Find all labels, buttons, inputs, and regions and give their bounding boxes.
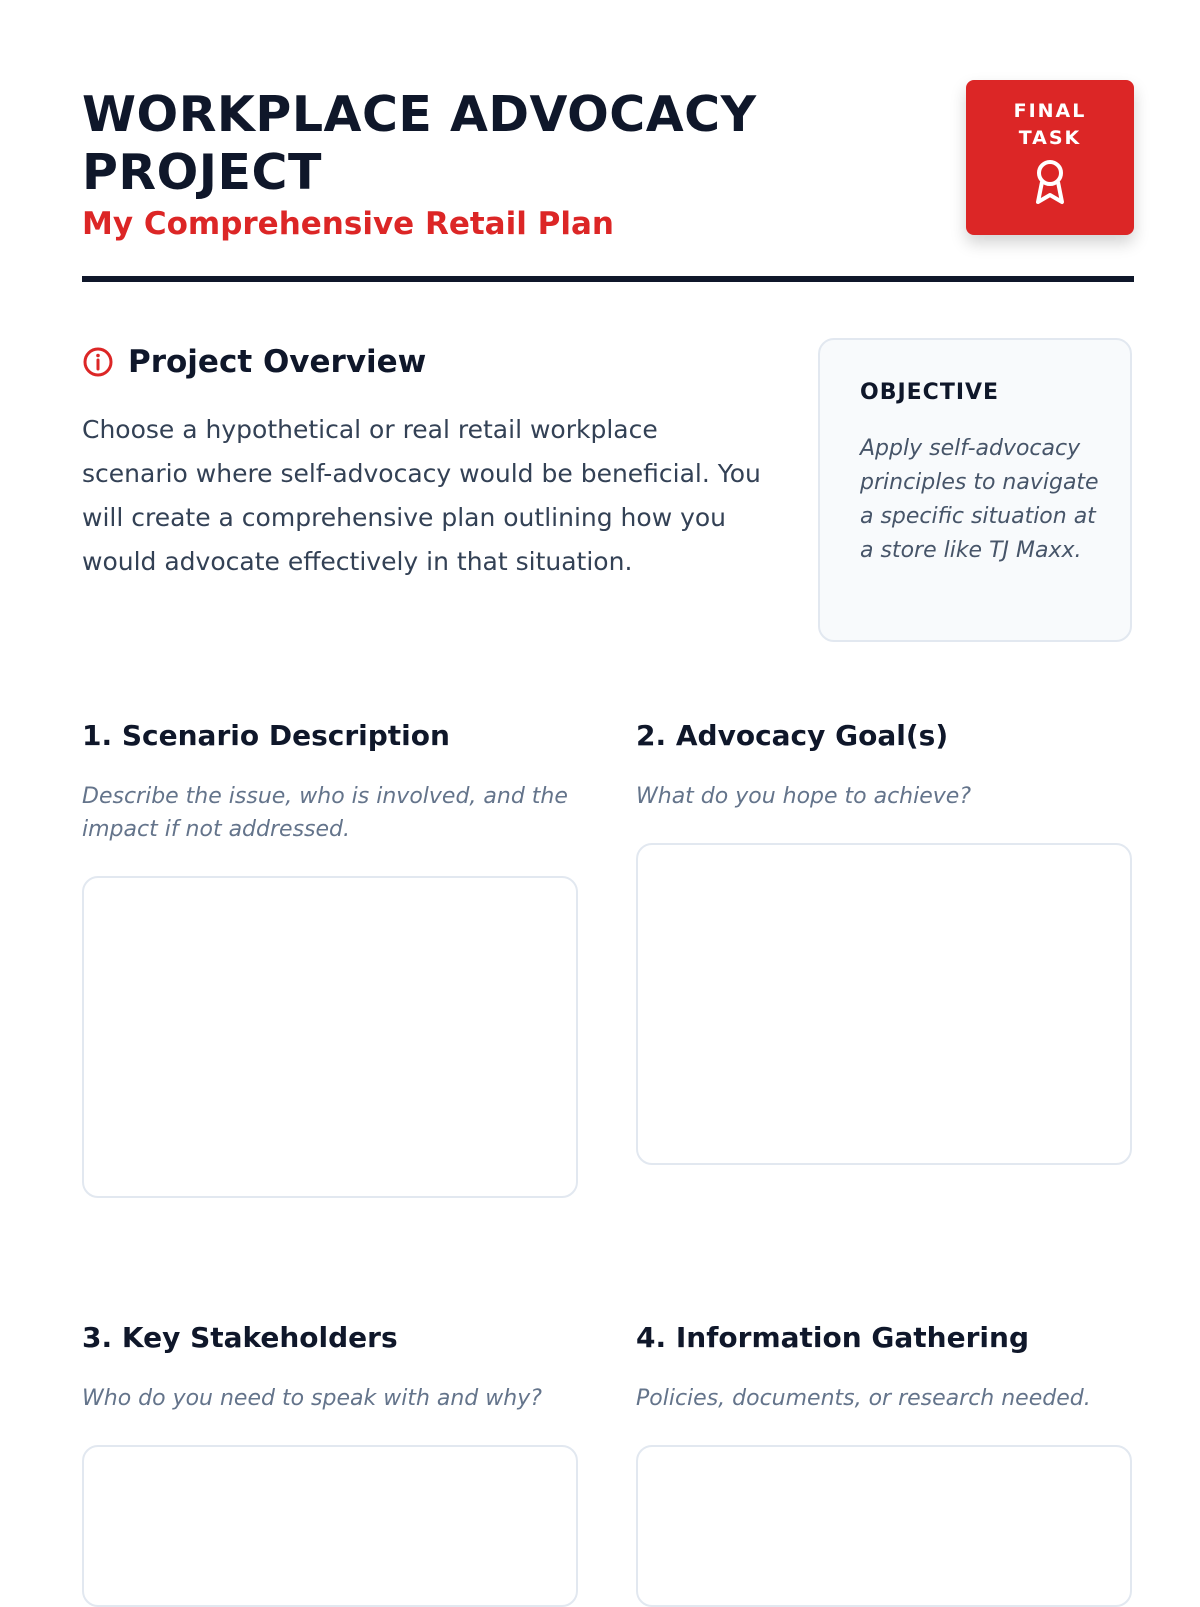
key-stakeholders-input[interactable]	[82, 1445, 578, 1607]
final-task-badge	[966, 80, 1134, 235]
section-title: 2. Advocacy Goal(s)	[636, 719, 949, 752]
overview-heading	[82, 338, 762, 386]
overview-title: Project Overview	[128, 344, 427, 380]
award-ribbon-icon	[1032, 158, 1068, 206]
worksheet-page	[82, 0, 1134, 1600]
section-hint: Describe the issue, who is involved, and the impact if not addressed.	[82, 784, 568, 842]
section-information-gathering	[636, 1318, 1132, 1607]
page-title: WORKPLACE ADVOCACY PROJECT	[82, 86, 757, 201]
info-circle-icon	[82, 346, 114, 378]
section-title: 3. Key Stakeholders	[82, 1321, 398, 1354]
section-title: 4. Information Gathering	[636, 1321, 1029, 1354]
objective-card	[818, 338, 1132, 642]
section-hint: Who do you need to speak with and why?	[82, 1386, 542, 1411]
scenario-description-input[interactable]	[82, 876, 578, 1198]
section-hint: Policies, documents, or research needed.	[636, 1386, 1091, 1411]
header	[82, 80, 1134, 280]
section-hint: What do you hope to achieve?	[636, 784, 972, 809]
section-key-stakeholders	[82, 1318, 578, 1607]
objective-label: OBJECTIVE	[860, 380, 1000, 405]
badge-label: FINAL TASK	[1013, 100, 1087, 149]
objective-text: Apply self-advocacy principles to navigate a specific situation at a store like TJ Maxx.	[860, 436, 1099, 563]
information-gathering-input[interactable]	[636, 1445, 1132, 1607]
header-divider	[82, 276, 1134, 282]
overview-text: Choose a hypothetical or real retail workplace scenario where self-advocacy would be beneficial. You will create a comprehensive plan outlining how you would advocate effectively in that situation.	[82, 415, 761, 576]
section-scenario-description	[82, 716, 578, 1198]
project-overview	[82, 338, 762, 584]
page-subtitle: My Comprehensive Retail Plan	[82, 206, 614, 242]
advocacy-goals-input[interactable]	[636, 843, 1132, 1165]
section-advocacy-goals	[636, 716, 1132, 1165]
section-title: 1. Scenario Description	[82, 719, 450, 752]
